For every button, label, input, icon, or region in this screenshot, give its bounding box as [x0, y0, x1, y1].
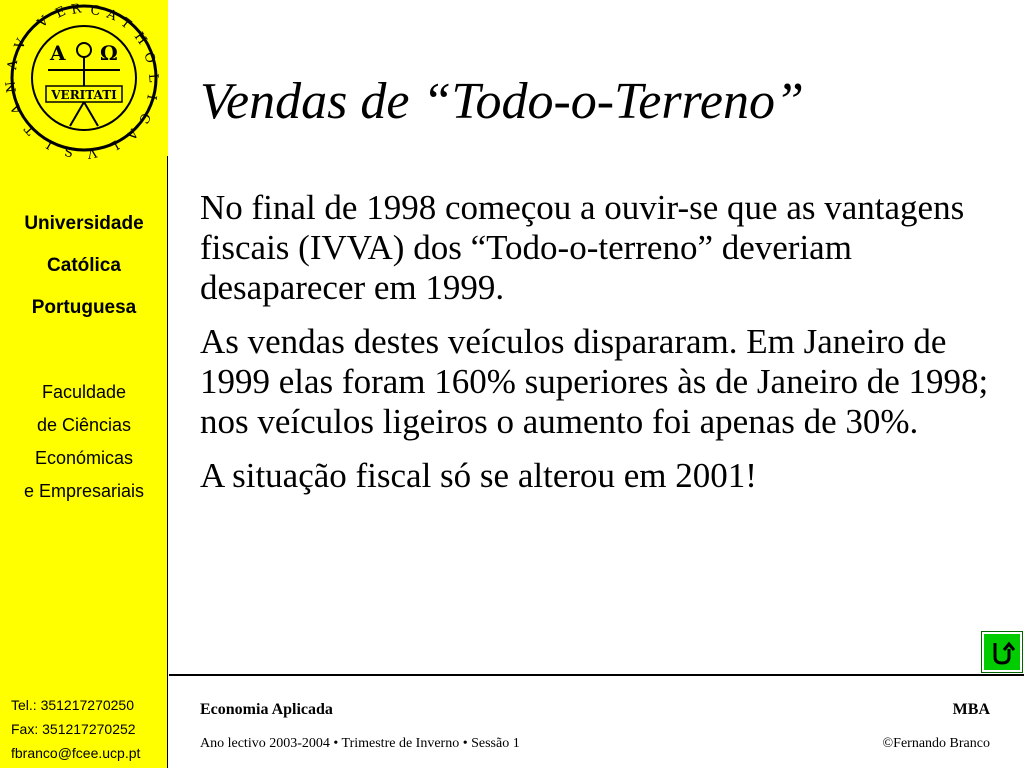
svg-text:VERITATI: VERITATI	[51, 88, 117, 102]
svg-text:S: S	[63, 142, 75, 159]
svg-text:I: I	[44, 135, 56, 152]
footer-author: ©Fernando Branco	[882, 736, 990, 751]
svg-text:Ω: Ω	[100, 41, 118, 65]
svg-text:R: R	[70, 1, 83, 18]
university-line: Universidade	[24, 213, 144, 234]
svg-text:I: I	[143, 93, 159, 101]
contact-tel: Tel.: 351217270250	[11, 697, 134, 713]
university-logo	[0, 0, 168, 161]
svg-text:A: A	[8, 101, 26, 117]
svg-text:N: N	[3, 80, 20, 94]
svg-text:H: H	[130, 29, 150, 48]
svg-text:A: A	[50, 41, 66, 65]
sidebar	[0, 0, 168, 768]
svg-text:E: E	[53, 4, 69, 22]
faculty-line: de Ciências	[36, 415, 132, 435]
university-line: Católica	[47, 255, 121, 276]
svg-text:A: A	[104, 6, 119, 25]
return-button[interactable]	[982, 632, 1022, 672]
footer-program: MBA	[952, 701, 990, 718]
svg-text:T: T	[117, 15, 134, 33]
footer-session: Ano lectivo 2003-2004 • Trimestre de Inverno • Sessão 1	[200, 736, 520, 751]
contact-email: fbranco@fcee.ucp.pt	[11, 745, 141, 761]
slide-title: Vendas de “Todo-o-Terreno”	[200, 73, 804, 130]
svg-text:V: V	[86, 144, 98, 161]
svg-text:O: O	[140, 50, 158, 66]
return-icon	[987, 637, 1017, 667]
svg-text:V: V	[34, 13, 52, 32]
body-paragraph: As vendas destes veículos dispararam. Em Janeiro de 1999 elas foram 160% superiores às de Janeiro de 1998; nos veículos ligeiros o aumento foi apenas de 30%.	[200, 322, 989, 441]
svg-text:L: L	[106, 136, 122, 154]
contact-fax: Fax: 351217270252	[11, 721, 136, 737]
footer-divider	[169, 674, 1024, 676]
faculty-line: Faculdade	[41, 382, 127, 402]
svg-text:L: L	[145, 73, 161, 83]
svg-text:C: C	[135, 110, 153, 126]
faculty-line: Económicas	[34, 448, 134, 468]
svg-text:C: C	[89, 3, 102, 20]
body-paragraph: A situação fiscal só se alterou em 2001!	[200, 456, 757, 495]
faculty-line: e Empresariais	[23, 481, 145, 501]
university-line: Portuguesa	[31, 297, 137, 318]
footer-course: Economia Aplicada	[200, 701, 333, 718]
svg-text:A: A	[122, 125, 141, 143]
contact-info	[11, 693, 166, 765]
university-name	[0, 203, 168, 329]
svg-text:T: T	[22, 120, 39, 138]
slide-body	[200, 188, 990, 510]
faculty-name	[0, 376, 168, 508]
svg-text:V: V	[12, 36, 30, 52]
svg-text:A: A	[5, 59, 22, 71]
body-paragraph: No final de 1998 começou a ouvir-se que as vantagens fiscais (IVVA) dos “Todo-o-terreno” deveriam desaparecer em 1999.	[200, 188, 965, 307]
